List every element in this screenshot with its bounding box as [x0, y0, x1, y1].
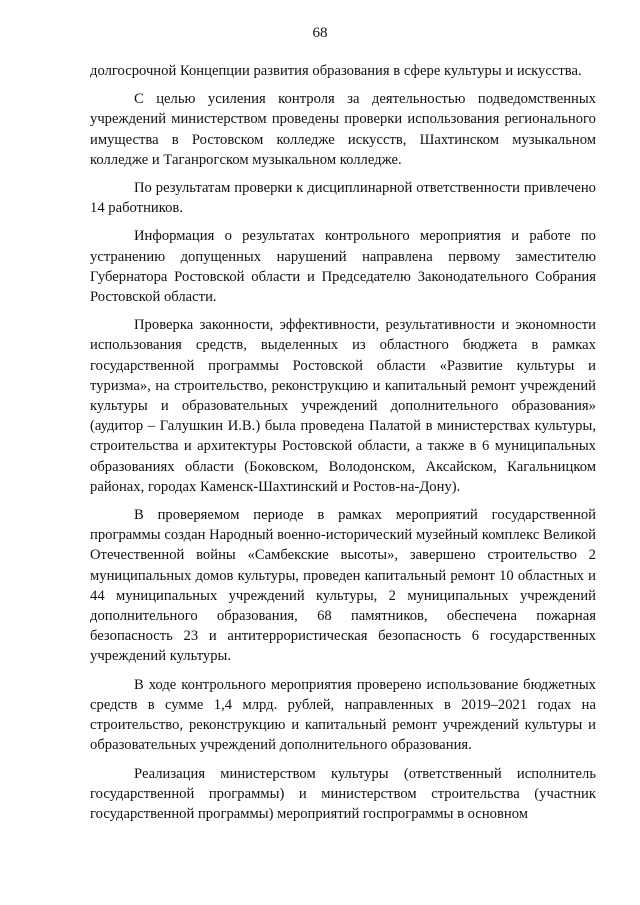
paragraph-implementation: Реализация министерством культуры (ответственный исполнитель государственной программы) и министерством строительства (участник государственной программы) мероприятий госпрограммы в основном [90, 765, 596, 822]
document-body [90, 61, 596, 832]
paragraph-disciplinary-results: По результатам проверки к дисциплинарной ответственности привлечено 14 работников. [90, 180, 596, 217]
paragraph-continuation: долгосрочной Концепции развития образования в сфере культуры и искусства. [90, 63, 582, 79]
paragraph-budget-funds: В ходе контрольного мероприятия проверено использование бюджетных средств в сумме 1,4 млрд. рублей, направленных в 2019–2021 годах на строительство, реконструкцию и капитальный ремонт учреждений культуры и образовательных учреждений дополнительного образования. [90, 676, 596, 754]
paragraph-audit-scope: Проверка законности, эффективности, результативности и экономности использования средств, выделенных из областного бюджета в рамках государственной программы Ростовской области «Развитие культуры и туризма», на строительство, реконструкцию и капитальный ремонт учреждений культуры и образовательных учреждений дополнительного образования» (аудитор – Галушкин И.В.) была проведена Палатой в министерствах культуры, строительства и архитектуры Ростовской области, а также в 6 муниципальных образованиях области (Боковском, Володонском, Аксайском, Кагальницком районах, городах Каменск-Шахтинский и Ростов-на-Дону). [90, 317, 596, 495]
paragraph-program-results: В проверяемом периоде в рамках мероприятий государственной программы создан Народный военно-исторический музейный комплекс Великой Отечественной войны «Самбекские высоты», завершено строительство 2 муниципальных домов культуры, проведен капитальный ремонт 10 областных и 44 муниципальных учреждений культуры, 2 муниципальных учреждений дополнительного образования, 68 памятников, обеспечена пожарная безопасность 23 и антитеррористическая безопасность 6 государственных учреждений культуры. [90, 507, 596, 665]
page-number: 68 [312, 25, 328, 41]
paragraph-information-sent: Информация о результатах контрольного мероприятия и работе по устранению допущенных нарушений направлена первому заместителю Губернатора Ростовской области и Председателю Законодательного Собрания Ростовской области. [90, 228, 596, 306]
paragraph-property-inspection: С целью усиления контроля за деятельностью подведомственных учреждений министерством проведены проверки использования регионального имущества в Ростовском колледже искусств, Шахтинском музыкальном колледже и Таганрогском музыкальном колледже. [90, 91, 596, 168]
